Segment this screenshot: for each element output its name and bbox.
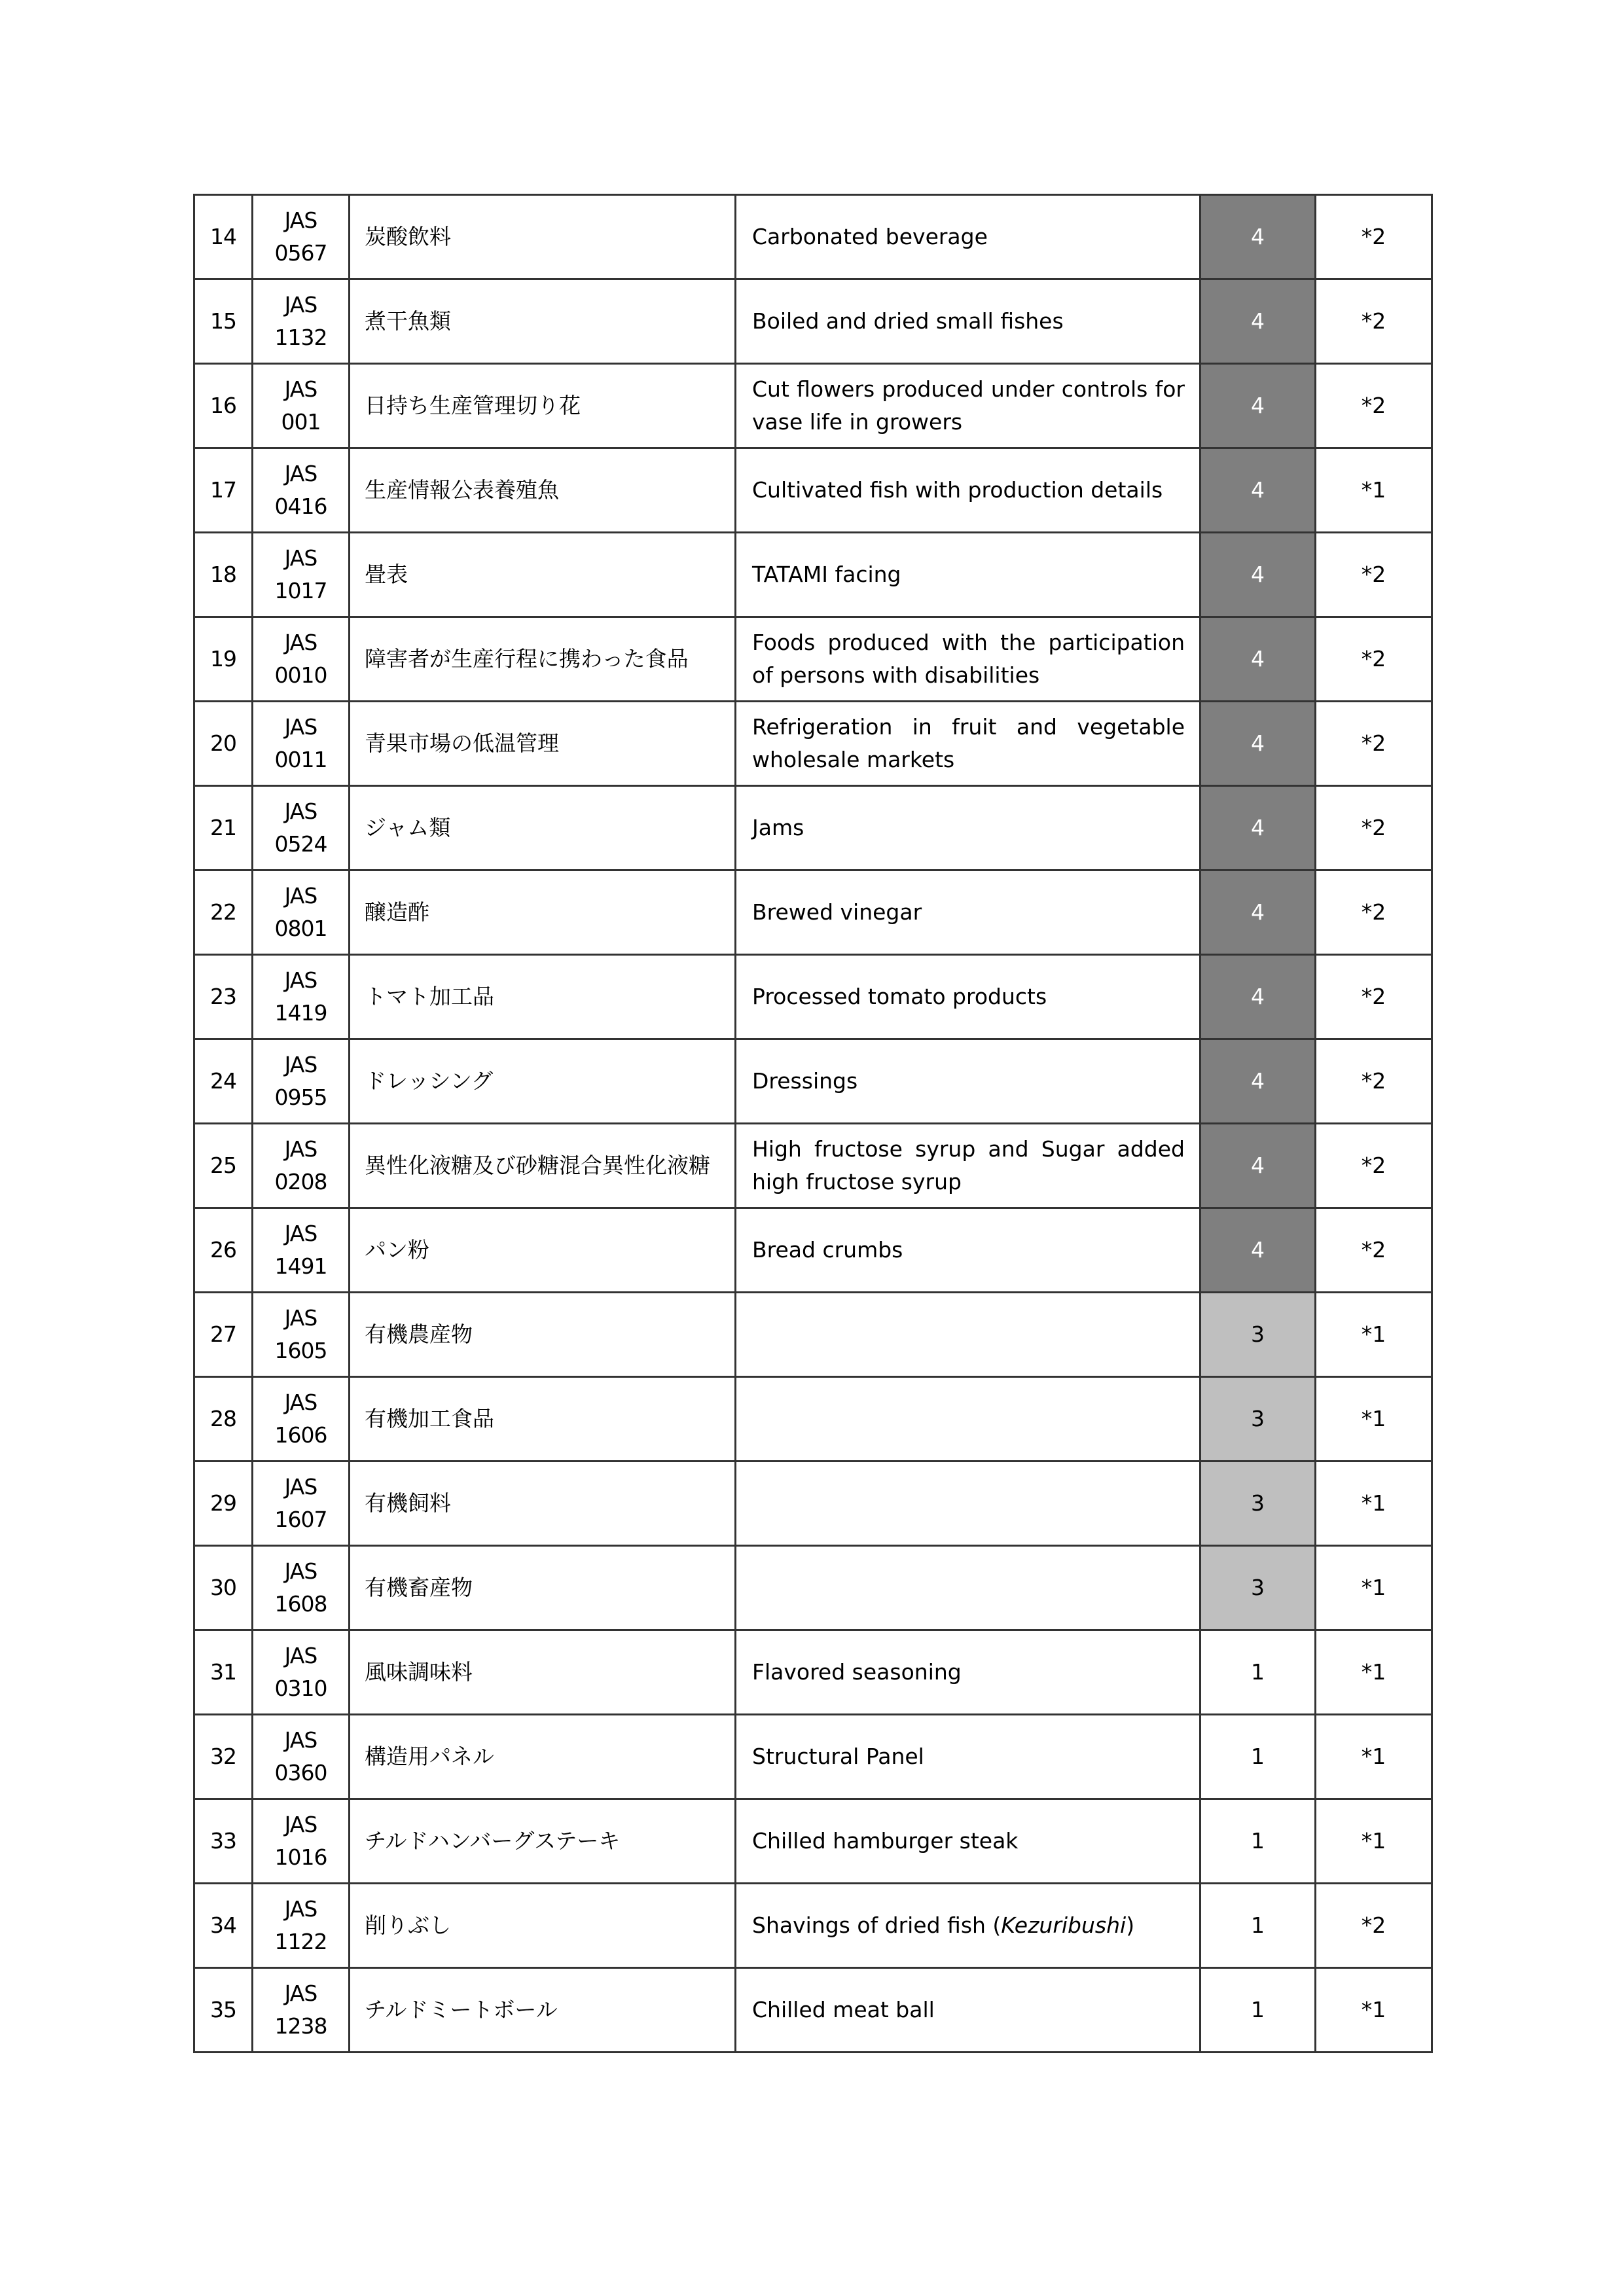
level-cell: 4 [1200, 279, 1316, 364]
jas-code [253, 364, 350, 448]
jas-code-number: 1606 [274, 1422, 327, 1448]
note-marker: *2 [1316, 955, 1432, 1039]
standard-name-japanese: 障害者が生産行程に携わった食品 [350, 617, 736, 702]
jas-code-prefix: JAS [284, 1727, 317, 1753]
jas-code-prefix: JAS [284, 292, 317, 317]
level-cell: 3 [1200, 1377, 1316, 1462]
level-cell: 4 [1200, 1208, 1316, 1293]
row-number: 21 [194, 786, 253, 870]
row-number: 20 [194, 702, 253, 786]
standard-name-english-text: Cut flowers produced under controls for vase life in growers [752, 376, 1185, 435]
note-marker: *1 [1316, 448, 1432, 533]
jas-code-number: 0524 [274, 831, 327, 857]
note-marker: *2 [1316, 1124, 1432, 1208]
row-number: 23 [194, 955, 253, 1039]
standard-name-japanese: 青果市場の低温管理 [350, 702, 736, 786]
jas-code [253, 1968, 350, 2053]
jas-code-prefix: JAS [284, 1643, 317, 1668]
jas-code-number: 0010 [274, 662, 327, 688]
jas-code [253, 279, 350, 364]
table-row [194, 1462, 1432, 1546]
row-number: 33 [194, 1799, 253, 1884]
standard-name-english-text: Jams [752, 815, 804, 840]
jas-code-prefix: JAS [284, 376, 317, 402]
jas-code-prefix: JAS [284, 967, 317, 993]
standard-name-japanese: パン粉 [350, 1208, 736, 1293]
standard-name-english [736, 1462, 1200, 1546]
standard-name-english [736, 448, 1200, 533]
standard-name-english [736, 279, 1200, 364]
standard-name-english [736, 617, 1200, 702]
standard-name-english-text: TATAMI facing [752, 562, 901, 587]
jas-code [253, 955, 350, 1039]
jas-code-number: 0567 [274, 240, 327, 266]
table-row [194, 195, 1432, 279]
row-number: 35 [194, 1968, 253, 2053]
standard-name-japanese: 炭酸飲料 [350, 195, 736, 279]
level-cell: 4 [1200, 617, 1316, 702]
note-marker: *2 [1316, 279, 1432, 364]
jas-code-number: 0416 [274, 493, 327, 519]
standard-name-english [736, 1799, 1200, 1884]
jas-standards-table [193, 194, 1433, 2053]
jas-code-prefix: JAS [284, 1305, 317, 1331]
jas-code-prefix: JAS [284, 461, 317, 486]
level-cell: 4 [1200, 702, 1316, 786]
jas-code [253, 1124, 350, 1208]
table-row [194, 448, 1432, 533]
standard-name-english-text: Shavings of dried fish ( [752, 1912, 1001, 1938]
standard-name-japanese: 異性化液糖及び砂糖混合異性化液糖 [350, 1124, 736, 1208]
jas-code-number: 0310 [274, 1676, 327, 1701]
jas-code-number: 1605 [274, 1338, 327, 1363]
jas-code-number: 0208 [274, 1169, 327, 1194]
table-row [194, 870, 1432, 955]
jas-code [253, 1462, 350, 1546]
jas-code [253, 448, 350, 533]
note-marker: *2 [1316, 1208, 1432, 1293]
row-number: 14 [194, 195, 253, 279]
level-cell: 3 [1200, 1546, 1316, 1630]
standard-name-english-text: Chilled meat ball [752, 1997, 935, 2022]
jas-code-number: 1017 [274, 578, 327, 603]
level-cell: 1 [1200, 1799, 1316, 1884]
level-cell: 3 [1200, 1293, 1316, 1377]
standard-name-japanese: 醸造酢 [350, 870, 736, 955]
jas-code-prefix: JAS [284, 207, 317, 233]
standard-name-japanese: チルドハンバーグステーキ [350, 1799, 736, 1884]
standard-name-japanese: 日持ち生産管理切り花 [350, 364, 736, 448]
standard-name-english-text: Flavored seasoning [752, 1659, 962, 1685]
jas-code-number: 1419 [274, 1000, 327, 1026]
jas-code-number: 0955 [274, 1085, 327, 1110]
standard-name-english-text: Structural Panel [752, 1744, 924, 1769]
level-cell: 4 [1200, 870, 1316, 955]
standard-name-english [736, 533, 1200, 617]
standard-name-english [736, 870, 1200, 955]
note-marker: *1 [1316, 1546, 1432, 1630]
row-number: 25 [194, 1124, 253, 1208]
note-marker: *2 [1316, 617, 1432, 702]
note-marker: *2 [1316, 786, 1432, 870]
jas-code [253, 786, 350, 870]
standard-name-english [736, 1124, 1200, 1208]
standard-name-english [736, 1546, 1200, 1630]
jas-code-prefix: JAS [284, 1812, 317, 1837]
standard-name-japanese: トマト加工品 [350, 955, 736, 1039]
standard-name-japanese: 煮干魚類 [350, 279, 736, 364]
standard-name-english-suffix: ) [1126, 1912, 1135, 1938]
row-number: 22 [194, 870, 253, 955]
note-marker: *1 [1316, 1630, 1432, 1715]
jas-code-number: 1016 [274, 1844, 327, 1870]
note-marker: *1 [1316, 1462, 1432, 1546]
table-row [194, 1884, 1432, 1968]
jas-code [253, 1377, 350, 1462]
standard-name-japanese: 有機畜産物 [350, 1546, 736, 1630]
row-number: 17 [194, 448, 253, 533]
standard-name-english-text: High fructose syrup and Sugar added high fructose syrup [752, 1136, 1185, 1194]
level-cell: 3 [1200, 1462, 1316, 1546]
standard-name-english [736, 1884, 1200, 1968]
table-row [194, 1799, 1432, 1884]
jas-code-prefix: JAS [284, 798, 317, 824]
standard-name-english-text: Bread crumbs [752, 1237, 903, 1263]
level-cell: 4 [1200, 955, 1316, 1039]
level-cell: 4 [1200, 1039, 1316, 1124]
level-cell: 4 [1200, 448, 1316, 533]
jas-code [253, 533, 350, 617]
table-row [194, 1546, 1432, 1630]
table-row [194, 1715, 1432, 1799]
level-cell: 4 [1200, 786, 1316, 870]
jas-code-prefix: JAS [284, 630, 317, 655]
standard-name-japanese: 有機飼料 [350, 1462, 736, 1546]
jas-code-prefix: JAS [284, 1390, 317, 1415]
row-number: 32 [194, 1715, 253, 1799]
standard-name-english [736, 364, 1200, 448]
note-marker: *1 [1316, 1799, 1432, 1884]
jas-code-prefix: JAS [284, 1981, 317, 2006]
jas-code [253, 1039, 350, 1124]
jas-code-prefix: JAS [284, 1052, 317, 1077]
jas-code-number: 1238 [274, 2013, 327, 2039]
standard-name-english-text: Boiled and dried small fishes [752, 308, 1064, 334]
standard-name-japanese: 構造用パネル [350, 1715, 736, 1799]
jas-code [253, 195, 350, 279]
jas-code [253, 617, 350, 702]
table-row [194, 955, 1432, 1039]
note-marker: *2 [1316, 364, 1432, 448]
standard-name-english-text: Processed tomato products [752, 984, 1047, 1009]
standard-name-japanese: 有機加工食品 [350, 1377, 736, 1462]
jas-code-prefix: JAS [284, 1136, 317, 1162]
jas-code-number: 0011 [274, 747, 327, 772]
standard-name-japanese: 生産情報公表養殖魚 [350, 448, 736, 533]
note-marker: *2 [1316, 702, 1432, 786]
standard-name-japanese: 畳表 [350, 533, 736, 617]
jas-code [253, 1546, 350, 1630]
jas-code [253, 1799, 350, 1884]
standard-name-english [736, 195, 1200, 279]
table-row [194, 533, 1432, 617]
row-number: 34 [194, 1884, 253, 1968]
jas-code-number: 1607 [274, 1507, 327, 1532]
table-row [194, 617, 1432, 702]
level-cell: 1 [1200, 1968, 1316, 2053]
level-cell: 4 [1200, 533, 1316, 617]
standard-name-english-text: Dressings [752, 1068, 858, 1094]
jas-code-number: 1122 [274, 1929, 327, 1954]
jas-code [253, 870, 350, 955]
table-body [194, 195, 1432, 2053]
standard-name-english [736, 1039, 1200, 1124]
row-number: 19 [194, 617, 253, 702]
jas-code-prefix: JAS [284, 1474, 317, 1499]
standard-name-english [736, 702, 1200, 786]
table-row [194, 786, 1432, 870]
jas-code-number: 1608 [274, 1591, 327, 1617]
note-marker: *2 [1316, 1039, 1432, 1124]
standard-name-english-text: Carbonated beverage [752, 224, 988, 249]
level-cell: 4 [1200, 1124, 1316, 1208]
table-row [194, 702, 1432, 786]
table-row [194, 279, 1432, 364]
level-cell: 1 [1200, 1630, 1316, 1715]
jas-code [253, 702, 350, 786]
row-number: 28 [194, 1377, 253, 1462]
standard-name-english [736, 1968, 1200, 2053]
standard-name-english-text: Cultivated fish with production details [752, 477, 1163, 503]
row-number: 31 [194, 1630, 253, 1715]
jas-code-number: 1132 [274, 325, 327, 350]
standard-name-english [736, 1715, 1200, 1799]
jas-code-number: 001 [281, 409, 321, 435]
standard-name-english-text: Brewed vinegar [752, 899, 922, 925]
note-marker: *2 [1316, 195, 1432, 279]
table-row [194, 1377, 1432, 1462]
standard-name-english-text: Refrigeration in fruit and vegetable wholesale markets [752, 714, 1185, 772]
jas-code-prefix: JAS [284, 883, 317, 908]
standard-name-japanese: ドレッシング [350, 1039, 736, 1124]
standard-name-english [736, 1293, 1200, 1377]
note-marker: *2 [1316, 533, 1432, 617]
jas-code-prefix: JAS [284, 545, 317, 571]
table-row [194, 1039, 1432, 1124]
note-marker: *2 [1316, 1884, 1432, 1968]
standard-name-english [736, 1377, 1200, 1462]
jas-code-prefix: JAS [284, 1558, 317, 1584]
row-number: 24 [194, 1039, 253, 1124]
standard-name-english [736, 1630, 1200, 1715]
jas-code-number: 0801 [274, 916, 327, 941]
note-marker: *1 [1316, 1715, 1432, 1799]
standard-name-english [736, 786, 1200, 870]
standard-name-japanese: 削りぶし [350, 1884, 736, 1968]
standard-name-japanese: ジャム類 [350, 786, 736, 870]
table-row [194, 1968, 1432, 2053]
jas-code-number: 0360 [274, 1760, 327, 1785]
jas-code-prefix: JAS [284, 1221, 317, 1246]
jas-code [253, 1884, 350, 1968]
jas-code-prefix: JAS [284, 714, 317, 740]
table-row [194, 1208, 1432, 1293]
standard-name-japanese: チルドミートボール [350, 1968, 736, 2053]
standard-name-english [736, 955, 1200, 1039]
level-cell: 4 [1200, 195, 1316, 279]
level-cell: 1 [1200, 1715, 1316, 1799]
note-marker: *1 [1316, 1293, 1432, 1377]
row-number: 29 [194, 1462, 253, 1546]
level-cell: 4 [1200, 364, 1316, 448]
jas-code-number: 1491 [274, 1253, 327, 1279]
row-number: 16 [194, 364, 253, 448]
row-number: 30 [194, 1546, 253, 1630]
jas-code [253, 1715, 350, 1799]
level-cell: 1 [1200, 1884, 1316, 1968]
jas-code [253, 1293, 350, 1377]
table-row [194, 1124, 1432, 1208]
standard-name-japanese: 風味調味料 [350, 1630, 736, 1715]
row-number: 18 [194, 533, 253, 617]
note-marker: *1 [1316, 1377, 1432, 1462]
note-marker: *1 [1316, 1968, 1432, 2053]
jas-code-prefix: JAS [284, 1896, 317, 1922]
note-marker: *2 [1316, 870, 1432, 955]
jas-code [253, 1630, 350, 1715]
table-row [194, 364, 1432, 448]
row-number: 26 [194, 1208, 253, 1293]
row-number: 15 [194, 279, 253, 364]
standard-name-english-text: Foods produced with the participation of persons with disabilities [752, 630, 1185, 688]
table-row [194, 1293, 1432, 1377]
standard-name-english [736, 1208, 1200, 1293]
jas-code [253, 1208, 350, 1293]
standard-name-english-italic: Kezuribushi [1001, 1912, 1127, 1938]
standard-name-japanese: 有機農産物 [350, 1293, 736, 1377]
standard-name-english-text: Chilled hamburger steak [752, 1828, 1019, 1854]
row-number: 27 [194, 1293, 253, 1377]
table-row [194, 1630, 1432, 1715]
